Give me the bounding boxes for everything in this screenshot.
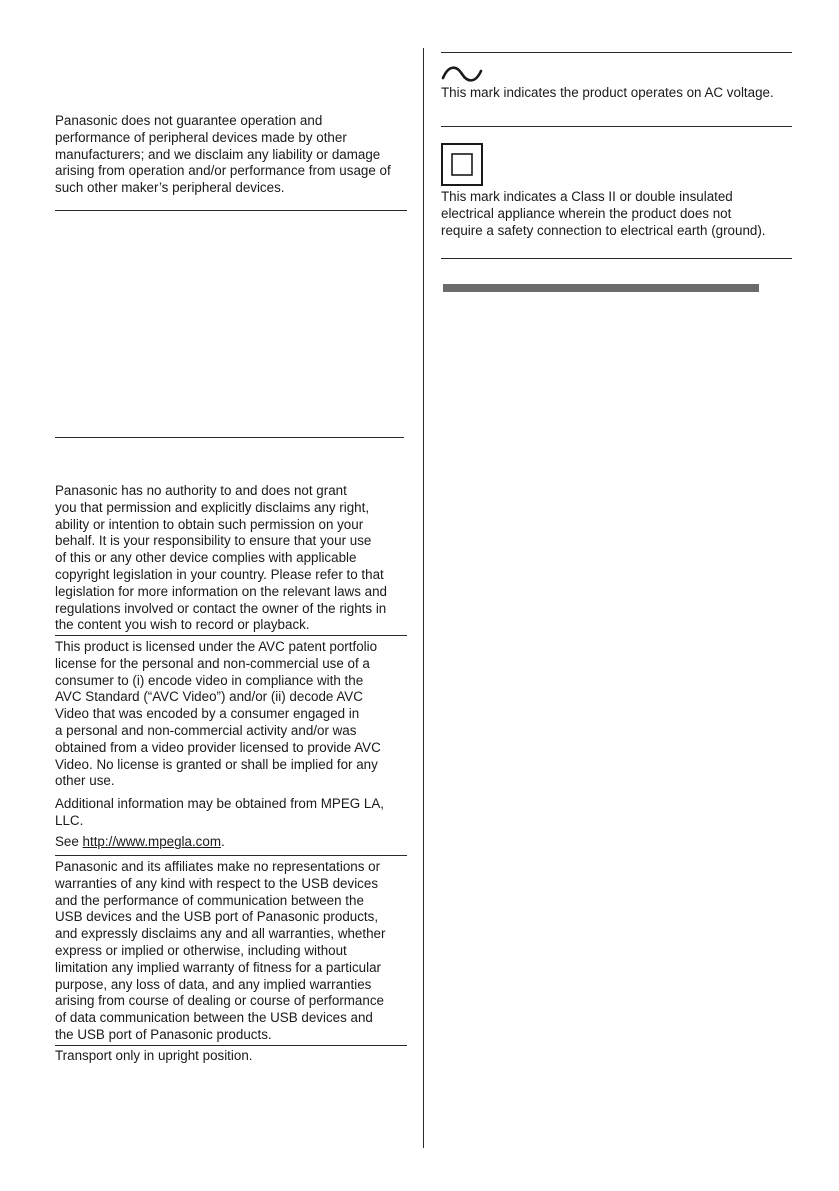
ac-mark-text: This mark indicates the product operates on AC voltage.: [441, 85, 774, 100]
see-prefix: See: [55, 834, 83, 849]
section-rule: [55, 437, 404, 438]
section-rule: [441, 52, 792, 53]
usb-disclaimer-text: Panasonic and its affiliates make no representations or warranties of any kind with respect to the USB devices and the performance of communication between the USB devices and the USB port of Panasonic products, and expressly disclaims any and all warranties, whether express or implied or otherwise, including without limitation any implied warranty of fitness for a particular purpose, any loss of data, and any implied warranties arising from course of dealing or course of performance of data communication between the USB devices and the USB port of Panasonic products.: [55, 859, 386, 1042]
section-rule: [55, 855, 407, 856]
mpegla-link[interactable]: http://www.mpegla.com: [82, 834, 221, 849]
section-rule: [55, 635, 407, 636]
copyright-notice: Panasonic has no authority to and does not grant you that permission and explicitly disclaims any right, ability or intention to obtain such permission on your behalf. It is your responsibility to ensure that your use of this or any other device complies with applicable copyright legislation in your country. Please refer to that legislation for more information on the relevant laws and regulations involved or contact the owner of the rights in the content you wish to record or playback.: [55, 483, 387, 633]
peripheral-notice: Panasonic does not guarantee operation and performance of peripheral devices made by other manufacturers; and we disclaim any liability or damage arising from operation and/or performance from usage of such other maker’s peripheral devices.: [55, 113, 391, 196]
transport-notice: Transport only in upright position.: [55, 1048, 253, 1063]
mpeg-see-line: [55, 834, 225, 851]
section-rule: [55, 1045, 407, 1046]
avc-license-text: This product is licensed under the AVC patent portfolio license for the personal and non-commercial use of a consumer to (i) encode video in compliance with the AVC Standard (“AVC Video”) and/or (ii) decode AVC Video that was encoded by a consumer engaged in a personal and non-commercial activity and/or was obtained from a video provider licensed to provide AVC Video. No license is granted or shall be implied for any other use.: [55, 639, 381, 789]
mpeg-info-text: Additional information may be obtained from MPEG LA, LLC.: [55, 796, 384, 828]
section-rule: [55, 210, 407, 211]
section-rule: [441, 258, 792, 259]
section-rule: [441, 126, 792, 127]
class-ii-mark-text: This mark indicates a Class II or double insulated electrical appliance wherein the product does not require a safety connection to electrical earth (ground).: [441, 189, 766, 238]
class-ii-double-insulation-icon: [441, 143, 483, 186]
ac-voltage-icon: [441, 66, 483, 84]
see-suffix: .: [220, 834, 225, 849]
section-header-bar: [443, 284, 759, 292]
column-divider: [423, 48, 424, 1148]
